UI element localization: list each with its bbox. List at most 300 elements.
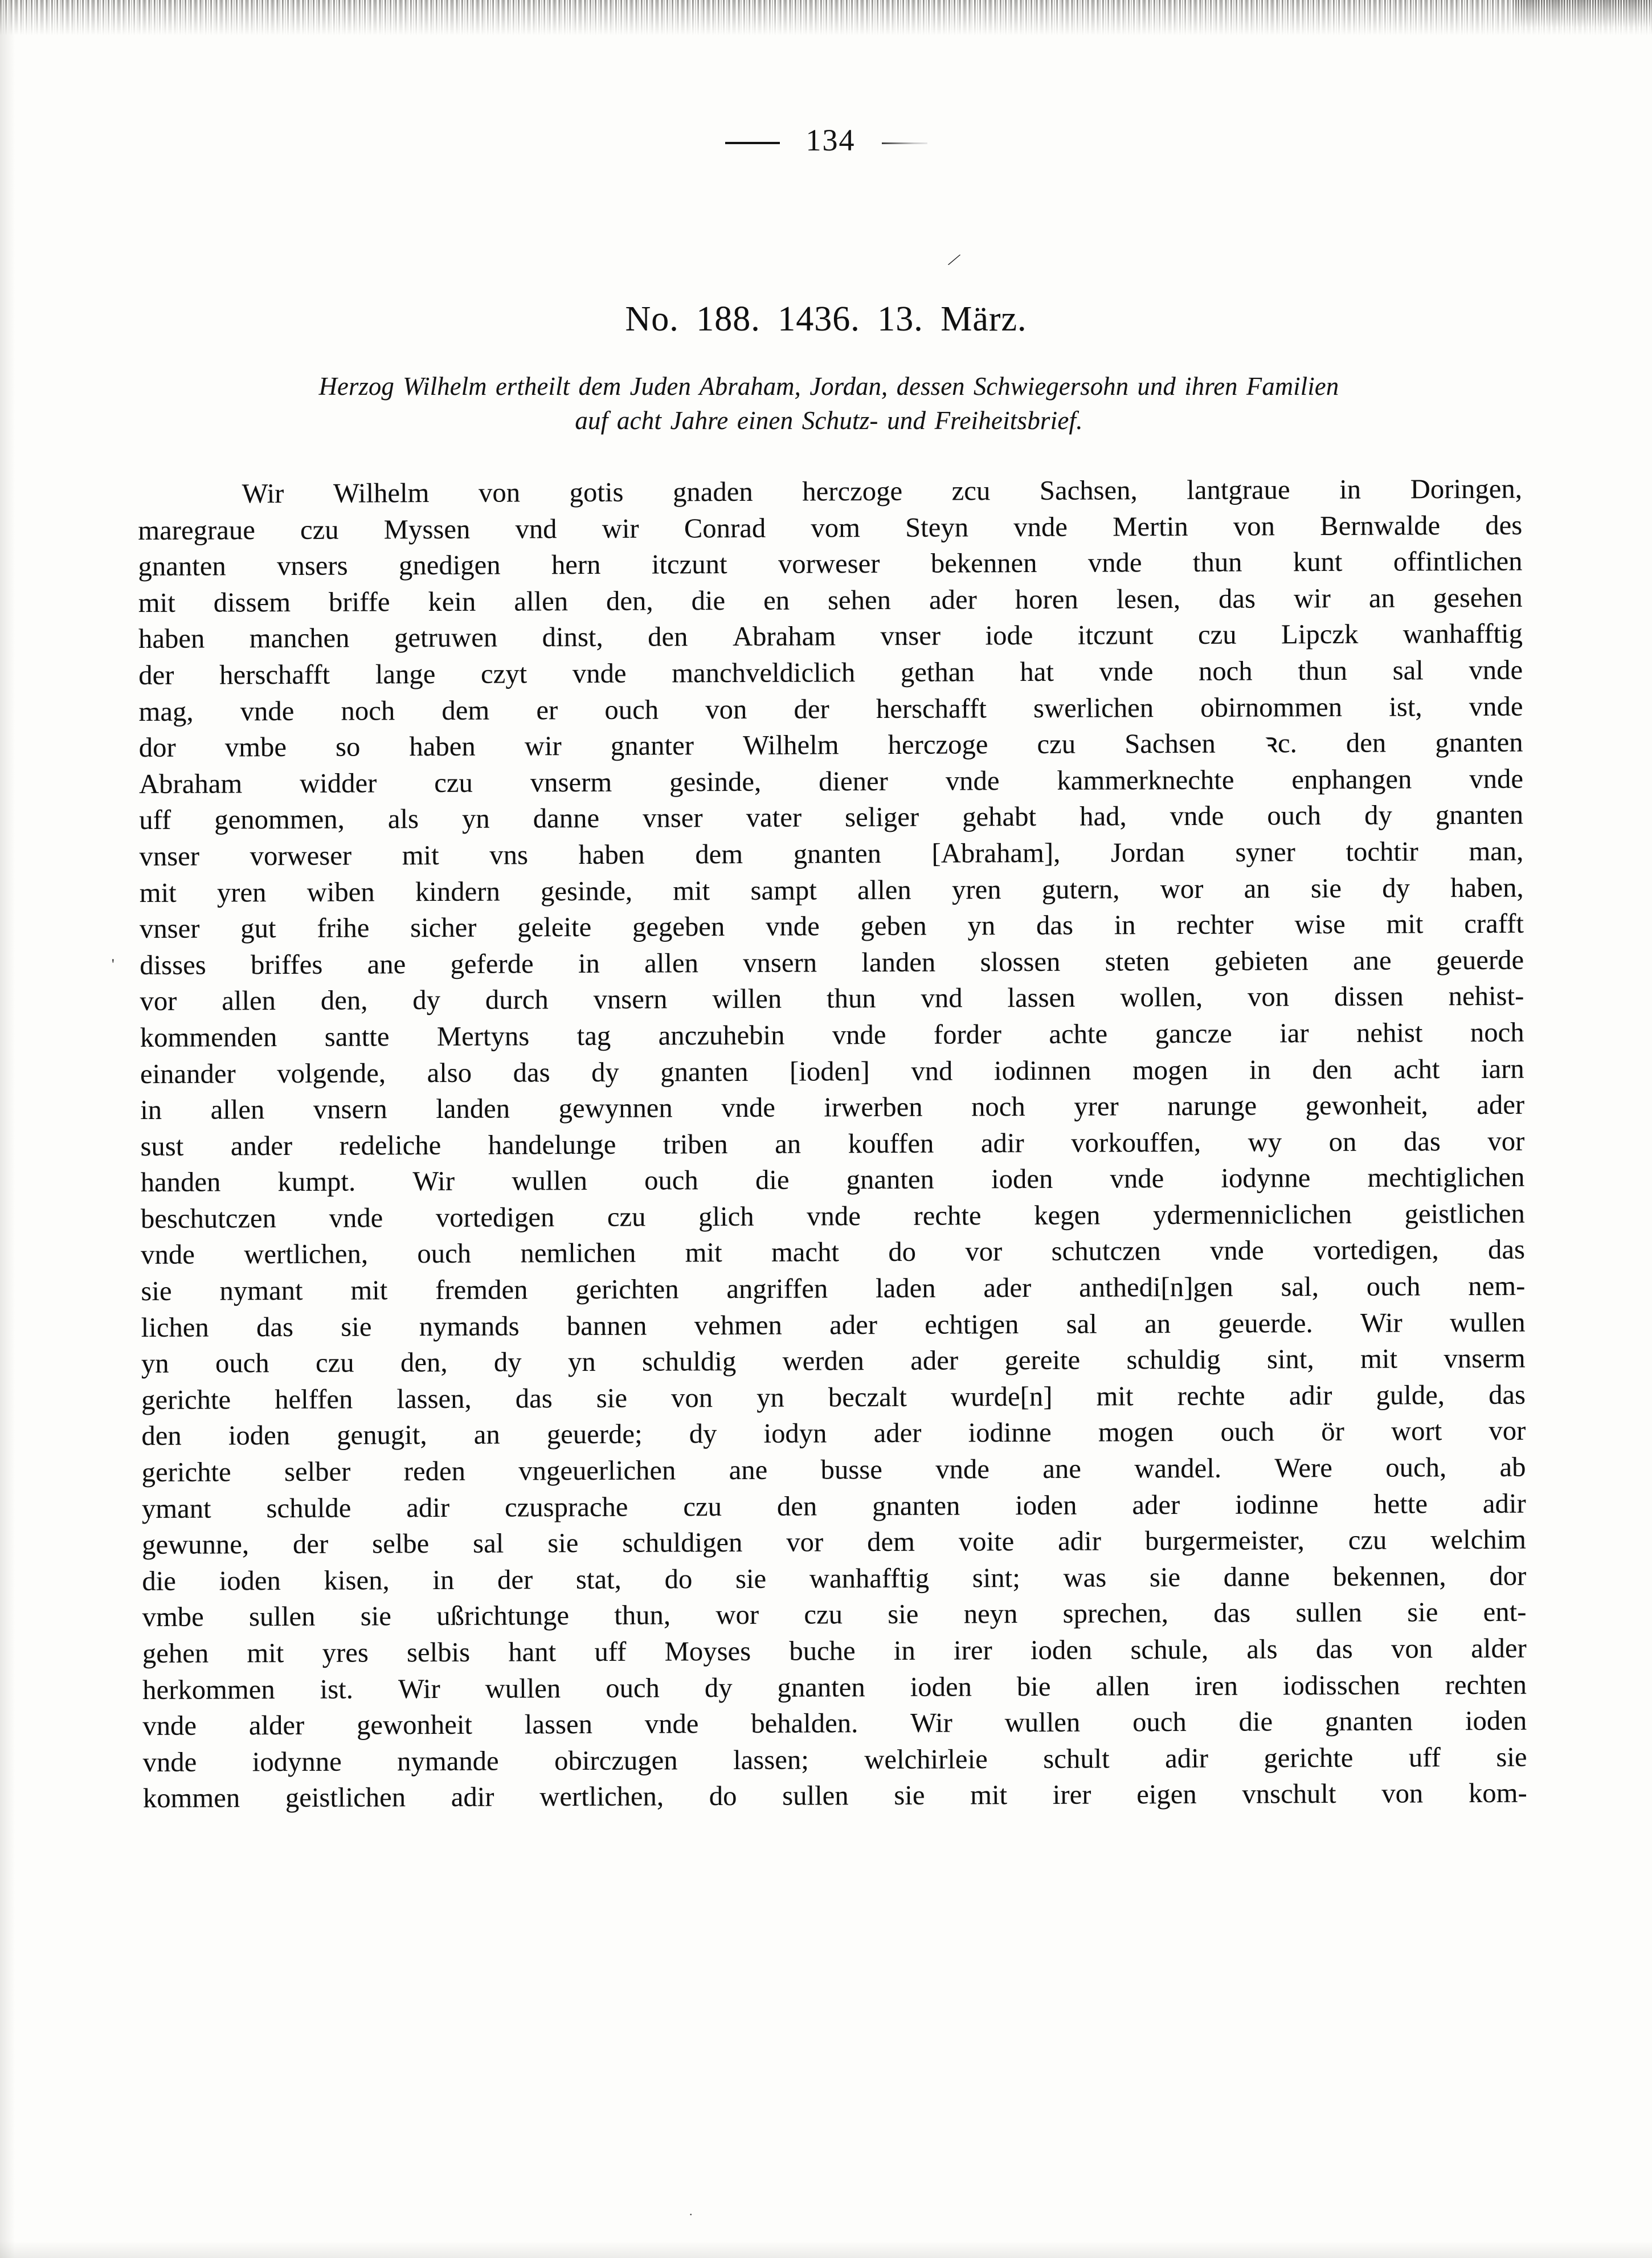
body-word: als xyxy=(387,804,419,835)
body-word: vnde xyxy=(142,1747,197,1778)
body-word: nem- xyxy=(1468,1271,1526,1302)
body-word: iodinne xyxy=(1235,1489,1319,1520)
body-word: yren xyxy=(951,874,1001,905)
body-word: vnde xyxy=(1469,763,1524,794)
body-word: von xyxy=(478,477,521,508)
body-word: iar xyxy=(1279,1018,1309,1049)
body-word: sullen xyxy=(782,1781,849,1812)
body-line xyxy=(141,1232,1525,1273)
body-word: burgermeister, xyxy=(1144,1525,1305,1557)
body-word: neyn xyxy=(963,1599,1018,1630)
body-word: herczoge xyxy=(888,729,988,761)
body-word: vns xyxy=(489,840,529,871)
body-word: yn xyxy=(757,1382,785,1413)
body-word: itczunt xyxy=(1077,620,1154,651)
body-word: ouch xyxy=(1366,1271,1421,1302)
body-word: noch xyxy=(1470,1017,1524,1048)
body-word: sal xyxy=(1066,1309,1097,1340)
body-word: gewonheit xyxy=(357,1709,473,1741)
body-word: ioden xyxy=(228,1420,291,1451)
body-word: den xyxy=(1346,728,1387,759)
body-word: herczoge xyxy=(802,476,903,507)
body-word: vmbe xyxy=(142,1602,204,1633)
body-word: Moyses xyxy=(664,1636,751,1667)
body-word: anthedi[n]gen xyxy=(1079,1272,1233,1303)
body-word: nehist- xyxy=(1448,981,1524,1012)
body-word: mit xyxy=(247,1638,284,1669)
body-word: wir xyxy=(1293,583,1331,614)
body-word: herschafft xyxy=(219,659,330,691)
body-word: mit xyxy=(138,587,175,618)
body-word: wir xyxy=(602,513,639,544)
body-word: einander xyxy=(140,1058,236,1089)
body-word: voite xyxy=(958,1526,1015,1557)
body-word: Sachsen xyxy=(1124,728,1216,760)
body-word: dy xyxy=(704,1672,733,1703)
body-word: an xyxy=(775,1129,802,1159)
body-word: des xyxy=(1485,510,1523,541)
body-word: getruwen xyxy=(394,622,498,654)
body-word: dor xyxy=(138,732,176,763)
body-line xyxy=(140,1051,1524,1092)
body-word: ioden xyxy=(1465,1705,1527,1737)
body-word: noch xyxy=(341,695,395,726)
body-word: Wilhelm xyxy=(333,478,430,509)
body-word: mit xyxy=(350,1275,388,1306)
body-line xyxy=(141,1268,1525,1310)
body-word: gesinde, xyxy=(669,766,762,798)
body-word: haben, xyxy=(1450,872,1524,903)
body-word: gesehen xyxy=(1433,582,1523,614)
body-word: ouch xyxy=(606,1673,660,1704)
body-word: mogen xyxy=(1098,1417,1174,1448)
body-word: dem xyxy=(867,1526,915,1558)
body-word: noch xyxy=(1198,656,1253,687)
body-word: vor xyxy=(786,1527,824,1558)
body-word: das xyxy=(1036,910,1074,941)
body-word: crafft xyxy=(1464,908,1524,940)
body-word: seliger xyxy=(845,802,919,833)
body-word: iodynne xyxy=(1221,1163,1311,1194)
body-word: sie xyxy=(341,1312,372,1342)
body-word: ouch xyxy=(1132,1707,1187,1738)
body-word: in xyxy=(893,1635,915,1666)
body-line xyxy=(140,1123,1524,1165)
body-word: in xyxy=(432,1565,455,1595)
body-word: nemlichen xyxy=(520,1238,636,1269)
body-word: mechtiglichen xyxy=(1367,1162,1525,1194)
body-line xyxy=(142,1485,1526,1527)
body-word: alder xyxy=(1471,1633,1527,1664)
body-word: den, xyxy=(606,586,653,616)
body-word: diener xyxy=(819,766,889,797)
body-word: gnanten xyxy=(1324,1706,1413,1737)
body-word: kommen xyxy=(142,1783,240,1814)
body-word: vnsern xyxy=(313,1094,387,1125)
body-word: vnserm xyxy=(1444,1343,1526,1374)
body-word: geuerde; xyxy=(546,1419,643,1450)
body-word: do xyxy=(709,1781,737,1812)
body-word: dem xyxy=(695,839,743,870)
regest-line-2: auf acht Jahre einen Schutz- und Freiheitsbrief. xyxy=(575,406,1083,435)
body-word: czu xyxy=(607,1202,646,1232)
body-word: Wir xyxy=(242,479,284,509)
body-word: sicher xyxy=(410,912,477,944)
body-word: Jordan xyxy=(1110,837,1185,868)
body-word: ouch xyxy=(1220,1416,1275,1448)
body-word: geistlichen xyxy=(1404,1198,1526,1230)
body-word: hern xyxy=(551,550,601,581)
body-word: helffen xyxy=(275,1384,353,1415)
body-word: vortedigen xyxy=(435,1202,555,1233)
body-line xyxy=(143,1739,1527,1781)
body-word: ane xyxy=(367,949,406,980)
body-line xyxy=(138,471,1522,513)
body-word: Wir xyxy=(412,1166,455,1197)
body-word: vmbe xyxy=(224,732,287,763)
body-word: in xyxy=(1339,474,1361,505)
body-word: schutczen xyxy=(1051,1236,1161,1267)
body-word: ör xyxy=(1321,1416,1345,1447)
body-line xyxy=(138,507,1522,549)
body-word: lesen, xyxy=(1116,583,1181,615)
body-word: schulde xyxy=(266,1493,351,1524)
body-word: vnde xyxy=(1013,512,1068,542)
body-word: vnd xyxy=(911,1056,953,1087)
body-word: czu xyxy=(315,1348,354,1379)
body-word: noch xyxy=(971,1092,1025,1122)
body-word: den, xyxy=(320,985,368,1016)
body-word: nymande xyxy=(397,1746,499,1777)
body-word: schule, xyxy=(1130,1634,1209,1665)
body-word: yn xyxy=(567,1347,596,1378)
scan-artifact-mark-margin: ' xyxy=(112,956,115,973)
body-word: geistlichen xyxy=(285,1782,406,1814)
body-word: ab xyxy=(1499,1452,1526,1483)
body-word: kommenden xyxy=(140,1022,277,1053)
body-word: sal xyxy=(473,1528,504,1559)
body-word: rechten xyxy=(1445,1669,1527,1700)
body-line xyxy=(140,1015,1524,1056)
body-word: adir xyxy=(980,1128,1024,1159)
body-word: wollen, xyxy=(1120,982,1203,1013)
body-word: den xyxy=(776,1491,817,1522)
body-word: vorkouffen, xyxy=(1071,1127,1201,1158)
body-word: kumpt. xyxy=(277,1166,356,1198)
body-word: gewunne, xyxy=(142,1529,250,1561)
body-word: adir xyxy=(1058,1526,1102,1557)
body-word: gulde, xyxy=(1376,1380,1445,1411)
body-word: czu xyxy=(434,767,473,798)
body-word: dy xyxy=(412,985,441,1016)
body-word: sie xyxy=(1310,873,1342,904)
body-word: vnde xyxy=(1469,655,1523,685)
body-word: slossen xyxy=(980,946,1061,978)
body-word: kindern xyxy=(415,876,500,907)
body-word: mogen xyxy=(1132,1055,1208,1085)
body-word: sie xyxy=(894,1781,925,1811)
body-line xyxy=(142,1594,1527,1636)
body-word: selbe xyxy=(372,1529,430,1559)
body-word: gerichte xyxy=(141,1457,231,1488)
body-word: zcu xyxy=(951,476,991,507)
body-word: ane xyxy=(1042,1453,1082,1484)
body-word: welchim xyxy=(1430,1524,1527,1555)
body-word: von xyxy=(1233,511,1275,542)
body-line xyxy=(140,869,1524,911)
body-line xyxy=(141,1341,1526,1382)
body-word: sie xyxy=(1149,1562,1181,1593)
body-word: Abraham xyxy=(138,769,243,799)
body-word: wanhafftig xyxy=(1402,619,1523,650)
body-word: irer xyxy=(1052,1779,1091,1811)
body-word: die xyxy=(755,1165,790,1196)
body-word: von xyxy=(705,694,747,725)
body-word: geleite xyxy=(517,912,592,943)
body-line xyxy=(142,1558,1526,1599)
body-word: vnser xyxy=(139,841,200,872)
body-word: santte xyxy=(324,1022,390,1052)
body-line xyxy=(142,1703,1527,1745)
body-word: von xyxy=(670,1382,713,1414)
body-word: genommen, xyxy=(214,804,345,835)
body-word: sal xyxy=(1392,655,1424,686)
body-word: adir xyxy=(1165,1743,1209,1774)
body-word: triben xyxy=(663,1129,728,1160)
body-word: vnde xyxy=(945,765,1000,797)
body-word: Wir xyxy=(1360,1308,1402,1338)
body-word: nehist xyxy=(1356,1018,1423,1048)
body-word: das xyxy=(515,1383,553,1414)
body-word: Lipczk xyxy=(1281,619,1359,650)
body-word: adir xyxy=(451,1782,494,1813)
body-word: adir xyxy=(1289,1380,1332,1411)
body-word: obirczugen xyxy=(554,1745,678,1776)
body-word: ußrichtunge xyxy=(436,1600,570,1632)
body-word: hat xyxy=(1020,656,1054,688)
body-word: ist, xyxy=(1389,691,1422,722)
body-line xyxy=(140,1087,1524,1129)
body-word: obirnommen xyxy=(1200,692,1343,723)
body-word: ouch xyxy=(215,1348,269,1379)
body-word: dissem xyxy=(213,587,291,618)
body-word: volgende, xyxy=(277,1057,386,1089)
body-word: adir xyxy=(406,1492,450,1523)
body-word: kammerknechte xyxy=(1057,765,1234,796)
body-word: sust xyxy=(140,1131,184,1162)
body-word: glich xyxy=(698,1201,754,1232)
body-word: ader xyxy=(910,1345,959,1377)
body-word: schuldigen xyxy=(622,1528,743,1558)
body-word: das xyxy=(1315,1634,1353,1665)
body-line xyxy=(140,978,1524,1020)
body-word: was xyxy=(1063,1562,1107,1593)
scan-edge-noise-top-right xyxy=(1515,0,1652,27)
body-word: haben xyxy=(578,839,645,870)
body-word: sie xyxy=(888,1599,919,1630)
body-word: Myssen xyxy=(383,514,471,545)
body-word: den xyxy=(1312,1054,1352,1085)
body-word: geuerde. xyxy=(1218,1308,1313,1339)
body-word: czyt xyxy=(480,659,528,689)
body-word: tag xyxy=(576,1020,611,1051)
body-word: gnanten xyxy=(846,1164,935,1195)
body-word: gehen xyxy=(142,1638,209,1669)
body-word: yn xyxy=(141,1349,169,1379)
body-word: wor xyxy=(715,1600,759,1631)
body-word: geferde xyxy=(450,949,534,979)
body-word: rechter xyxy=(1176,909,1254,941)
body-word: kisen, xyxy=(324,1565,390,1596)
body-word: iodynne xyxy=(252,1746,342,1778)
body-word: an xyxy=(1144,1308,1171,1339)
body-word: vnde xyxy=(240,696,295,726)
body-word: in xyxy=(578,948,600,979)
body-word: nymant xyxy=(219,1275,303,1306)
body-word: Steyn xyxy=(905,512,969,543)
body-word: briffes xyxy=(250,949,323,980)
body-word: redeliche xyxy=(339,1130,441,1161)
body-word: also xyxy=(427,1057,472,1088)
body-word: reden xyxy=(403,1456,466,1487)
body-word: wullen xyxy=(512,1166,588,1197)
body-word: genugit, xyxy=(337,1420,427,1451)
body-line xyxy=(139,797,1523,839)
body-word: wort xyxy=(1391,1416,1442,1447)
body-word: dy xyxy=(689,1419,717,1449)
body-word: do xyxy=(664,1564,693,1595)
body-word: Mertyns xyxy=(436,1021,530,1052)
body-word: vnde xyxy=(141,1240,195,1271)
body-word: wertlichen, xyxy=(244,1239,369,1270)
body-word: vnde xyxy=(1110,1163,1164,1194)
body-word: vnde xyxy=(766,911,820,942)
body-word: gehabt xyxy=(962,802,1037,832)
body-word: stat, xyxy=(575,1564,622,1595)
body-word: vortedigen, xyxy=(1313,1235,1439,1266)
body-word: czu xyxy=(1037,729,1076,760)
body-word: dy xyxy=(1382,872,1410,904)
body-word: wullen xyxy=(485,1673,561,1704)
body-word: handelunge xyxy=(488,1129,616,1161)
body-word: das xyxy=(1213,1598,1251,1629)
body-line xyxy=(139,725,1523,766)
body-line xyxy=(142,1449,1526,1491)
body-word: horen xyxy=(1015,584,1078,615)
body-word: wiben xyxy=(306,876,375,908)
body-word: mit xyxy=(1386,909,1424,940)
body-word: gancze xyxy=(1155,1018,1232,1050)
body-word: gnanten xyxy=(872,1491,960,1521)
body-word: iodinnen xyxy=(993,1055,1091,1086)
scan-artifact-mark-bottom: . xyxy=(689,2204,693,2218)
body-word: vnsers xyxy=(277,550,348,582)
body-word: dy xyxy=(591,1057,619,1088)
body-line xyxy=(142,1522,1526,1563)
body-word: gnanten xyxy=(138,551,226,582)
body-word: busse xyxy=(820,1455,883,1485)
body-word: iren xyxy=(1195,1671,1238,1701)
body-word: ioden xyxy=(219,1565,281,1596)
body-word: der xyxy=(794,693,829,725)
body-word: sampt xyxy=(750,875,817,906)
body-word: ouch xyxy=(1267,801,1322,831)
body-word: echtigen xyxy=(925,1309,1019,1340)
body-word: gnanten xyxy=(1435,727,1523,758)
body-word: gereite xyxy=(1004,1345,1081,1376)
body-word: ydermenniclichen xyxy=(1152,1199,1352,1231)
body-word: vnde xyxy=(807,1201,861,1232)
body-word: gerichte xyxy=(141,1385,231,1415)
running-head-rule-left xyxy=(725,142,780,144)
body-word: offintlichen xyxy=(1393,546,1523,577)
body-word: gegeben xyxy=(632,912,725,942)
body-word: wise xyxy=(1294,909,1346,940)
body-word: yres xyxy=(322,1638,369,1668)
scan-artifact-mark-top: ⁄ xyxy=(950,249,959,271)
body-word: dissen xyxy=(1334,981,1404,1012)
body-line xyxy=(142,1667,1527,1708)
body-word: ane xyxy=(1353,945,1392,976)
body-word: ist. xyxy=(320,1674,354,1705)
body-word: den xyxy=(648,622,688,652)
body-word: gerichten xyxy=(575,1274,679,1305)
body-word: wertlichen, xyxy=(539,1781,664,1812)
body-word: sint; xyxy=(972,1562,1020,1594)
body-word: mit xyxy=(673,875,710,906)
body-word: iodisschen xyxy=(1282,1670,1400,1701)
body-word: rechte xyxy=(913,1201,982,1231)
body-word: gnanten xyxy=(1435,800,1524,831)
body-word: sprechen, xyxy=(1062,1598,1169,1630)
body-word: vnser xyxy=(139,913,200,945)
body-word: an xyxy=(1244,873,1270,904)
body-word: sullen xyxy=(1295,1598,1363,1628)
body-word: vom xyxy=(811,512,861,544)
body-word: ader xyxy=(873,1418,922,1449)
body-word: der xyxy=(292,1529,329,1560)
body-word: gnanten xyxy=(793,838,882,869)
body-word: vnsern xyxy=(593,984,668,1015)
body-word: vngeuerlichen xyxy=(518,1455,676,1487)
body-word: vnser xyxy=(880,620,941,652)
body-word: selbis xyxy=(406,1637,471,1668)
body-word: vnde xyxy=(572,658,627,689)
body-word: acht xyxy=(1393,1054,1440,1085)
body-word: danne xyxy=(1223,1562,1290,1593)
body-line xyxy=(138,652,1523,694)
document-heading: No. 188. 1436. 13. März. xyxy=(625,300,1027,338)
body-word: von xyxy=(1391,1634,1433,1664)
body-line xyxy=(141,1413,1526,1455)
body-word: sint, xyxy=(1266,1344,1314,1375)
body-word: vnde xyxy=(1087,548,1142,578)
body-word: on xyxy=(1328,1126,1357,1157)
body-word: mit xyxy=(1096,1381,1134,1412)
body-word: ioden xyxy=(1015,1490,1077,1521)
body-word: sehen xyxy=(828,585,892,616)
body-line xyxy=(138,688,1523,730)
body-word: schult xyxy=(1043,1743,1110,1774)
body-word: irer xyxy=(954,1635,992,1666)
body-word: allen xyxy=(222,986,276,1016)
body-word: [ioden] xyxy=(790,1056,870,1087)
body-word: vor xyxy=(965,1236,1003,1267)
body-word: do xyxy=(888,1237,917,1268)
body-word: ouch, xyxy=(1385,1452,1447,1483)
document-regest xyxy=(171,369,1487,438)
body-word: lassen, xyxy=(396,1383,472,1415)
